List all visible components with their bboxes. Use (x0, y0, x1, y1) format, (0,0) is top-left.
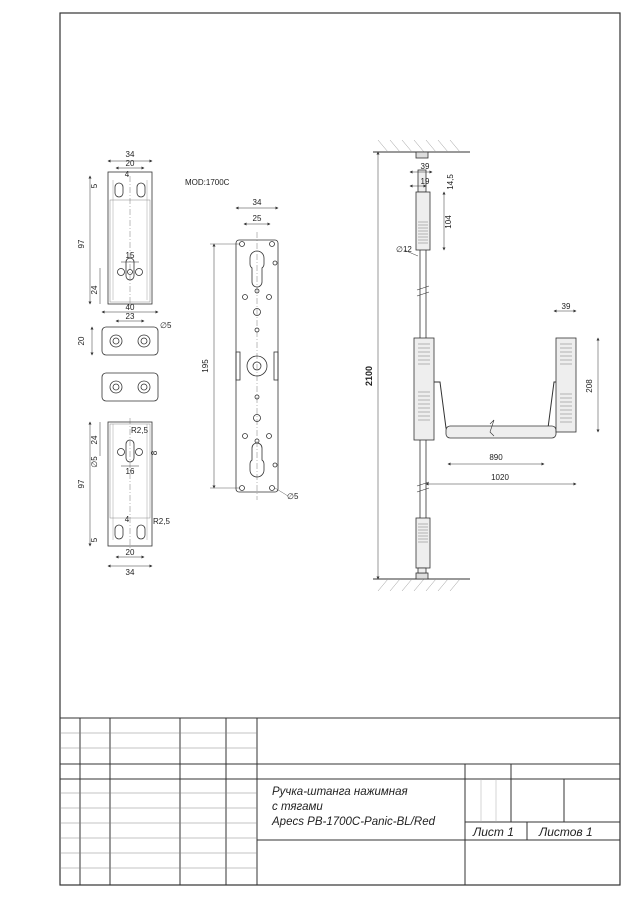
dim-rod-diameter: ∅12 (396, 245, 412, 254)
slot-hole (115, 183, 123, 197)
dim-bracket-pitch: 15 (125, 251, 135, 260)
dim-offset: 14,5 (446, 174, 455, 190)
mounting-hole (118, 449, 125, 456)
dim-block-length: 40 (125, 303, 135, 312)
dim-bottom-offset: 24 (90, 435, 99, 445)
mounting-plate-view (210, 208, 288, 500)
mounting-hole (136, 269, 143, 276)
title-line-2: с тягами (272, 801, 323, 813)
dim-bottom-slot: 4 (124, 515, 130, 524)
dim-bottom-hole: ∅5 (90, 456, 99, 468)
dim-side-height: 208 (585, 379, 594, 393)
title-line-3: Apecs PB-1700C-Panic-BL/Red (272, 816, 435, 828)
dim-bottom-edge: 5 (90, 537, 99, 543)
dim-bottom-width: 34 (125, 568, 135, 577)
dim-bracket-offset: 24 (90, 285, 99, 295)
dim-bar-inner: 890 (489, 453, 503, 462)
dim-bracket-inner: 20 (125, 159, 135, 168)
dim-bottom-height: 97 (77, 479, 86, 489)
mounting-hole (136, 449, 143, 456)
bottom-rod-housing (416, 518, 430, 568)
title-line-1: Ручка-штанга нажимная (272, 786, 408, 798)
dim-bottom-radius-top: R2,5 (131, 426, 148, 435)
dim-bar-outer: 1020 (491, 473, 509, 482)
sheet-frame (60, 13, 620, 885)
push-bar (446, 426, 556, 438)
dim-plate-width: 34 (252, 198, 262, 207)
dim-side-width: 39 (561, 302, 571, 311)
slot-hole (115, 525, 123, 539)
dim-bottom-small: 8 (150, 450, 159, 456)
dim-bottom-inner: 20 (125, 548, 135, 557)
dim-bracket-width: 34 (125, 150, 135, 159)
sheet-number: Лист 1 (473, 825, 514, 839)
slot-hole (137, 183, 145, 197)
dim-bottom-radius: R2,5 (153, 517, 170, 526)
left-handle-housing (414, 338, 434, 440)
sheet-count: Листов 1 (539, 825, 593, 839)
slot-hole (137, 525, 145, 539)
model-label: MOD:1700C (185, 178, 230, 187)
dim-bolt: 19 (420, 177, 430, 186)
lower-block-view (102, 373, 158, 401)
dim-plate-height: 195 (201, 359, 210, 373)
dim-block-hole: ∅5 (160, 321, 172, 330)
dim-rod-block: 104 (444, 215, 453, 229)
mounting-hole (118, 269, 125, 276)
dim-total-height: 2100 (364, 365, 374, 387)
top-bracket-view (90, 161, 152, 308)
dim-bottom-pitch: 16 (125, 467, 135, 476)
dim-bracket-slot: 4 (124, 170, 130, 179)
top-rod-housing (416, 192, 430, 250)
dim-plate-hole: ∅5 (287, 492, 299, 501)
title-block (60, 718, 620, 885)
dim-block-pitch: 23 (125, 312, 135, 321)
dim-bracket-height: 97 (77, 239, 86, 249)
assembly-view (373, 140, 598, 591)
dim-top-width: 39 (420, 162, 430, 171)
dim-block-height: 20 (77, 336, 86, 346)
dim-bracket-edge: 5 (90, 183, 99, 189)
bottom-bracket-view (90, 418, 152, 566)
dim-plate-inner: 25 (252, 214, 262, 223)
